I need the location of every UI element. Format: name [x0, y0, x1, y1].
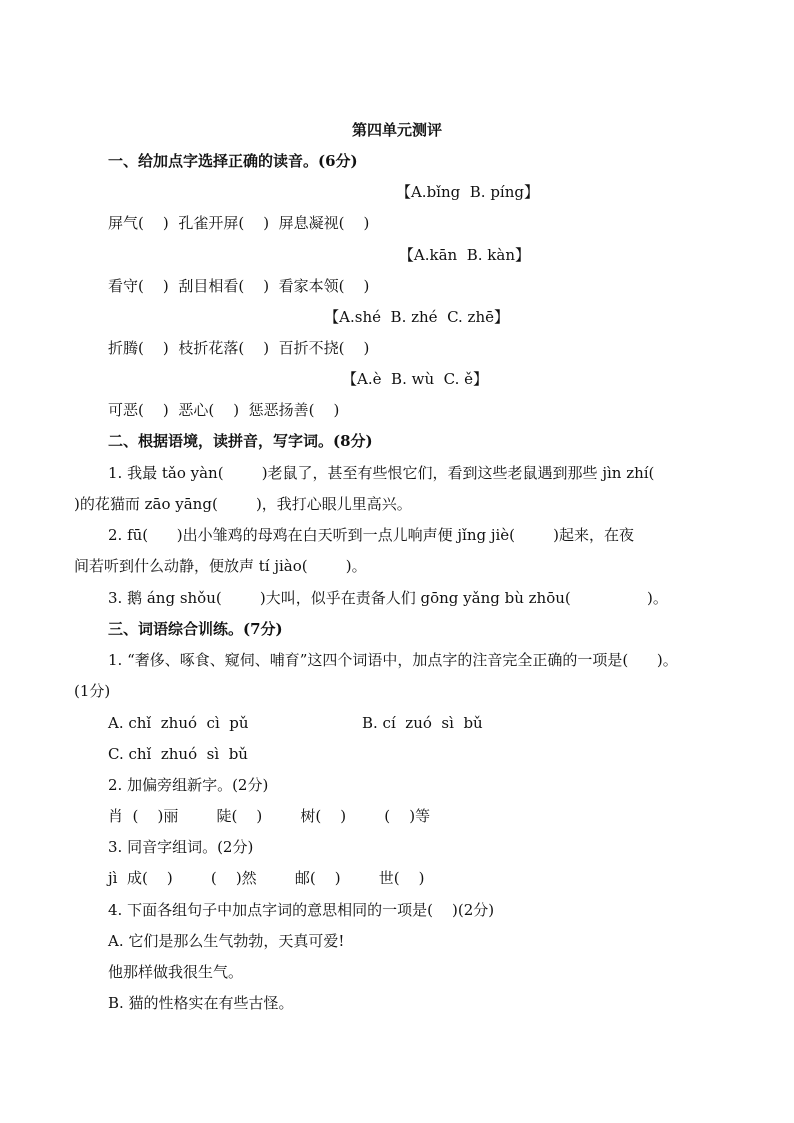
section3-q4-a1: A. 它们是那么生气勃勃，天真可爱! — [108, 932, 345, 950]
section2-heading: 二、根据语境，读拼音，写字词。(8分) — [108, 432, 373, 450]
section1-items-2: 看守( ) 刮目相看( ) 看家本领( ) — [108, 277, 370, 295]
section1-items-1: 屏气( ) 孔雀开屏( ) 屏息凝视( ) — [108, 214, 370, 232]
section3-q1-option-a: A. chǐ zhuó cì pǔ — [108, 714, 249, 732]
page-title: 第四单元测评 — [351, 121, 442, 139]
section1-options-4: 【A.è B. wù C. ě】 — [342, 370, 488, 388]
section1-options-2: 【A.kān B. kàn】 — [398, 246, 530, 264]
section3-q3: 3. 同音字组词。(2分) — [108, 838, 254, 856]
section3-q2-items: 肖 ( )丽 陡( ) 树( ) ( )等 — [108, 807, 431, 825]
section3-q2: 2. 加偏旁组新字。(2分) — [108, 776, 269, 794]
section1-options-3: 【A.shé B. zhé C. zhē】 — [324, 308, 509, 326]
section2-line-1: 1. 我最 tǎo yàn( )老鼠了，甚至有些恨它们，看到这些老鼠遇到那些 jìn zhí( — [108, 464, 655, 482]
section3-q4: 4. 下面各组句子中加点字词的意思相同的一项是( )(2分) — [108, 901, 495, 919]
section3-q4-b1: B. 猫的性格实在有些古怪。 — [108, 994, 294, 1012]
section3-q1: 1. “奢侈、啄食、窥伺、哺育”这四个词语中，加点字的注音完全正确的一项是( )。 — [108, 651, 678, 669]
section1-items-4: 可恶( ) 恶心( ) 惩恶扬善( ) — [108, 401, 340, 419]
section3-q1-option-c: C. chǐ zhuó sì bǔ — [108, 745, 248, 763]
section3-q4-a2: 他那样做我很生气。 — [108, 963, 244, 981]
section1-heading: 一、给加点字选择正确的读音。(6分) — [108, 152, 358, 170]
section3-q1-option-b: B. cí zuó sì bǔ — [362, 714, 483, 732]
section2-line-3: 2. fū( )出小雏鸡的母鸡在白天听到一点儿响声便 jǐng jiè( )起来，在夜 — [108, 526, 635, 544]
section2-line-2: )的花猫而 zāo yāng( )，我打心眼儿里高兴。 — [74, 495, 412, 513]
section3-q3-items: jì 成( ) ( )然 邮( ) 世( ) — [108, 869, 425, 887]
section3-heading: 三、词语综合训练。(7分) — [108, 620, 283, 638]
section2-line-5: 3. 鹅 áng shǒu( )大叫，似乎在责备人们 gōng yǎng bù zhōu( )。 — [108, 589, 668, 607]
section3-q1-points: (1分) — [74, 682, 111, 700]
section1-options-1: 【A.bǐng B. píng】 — [395, 183, 539, 201]
section2-line-4: 间若听到什么动静，便放声 tí jiào( )。 — [74, 557, 367, 575]
section1-items-3: 折腾( ) 枝折花落( ) 百折不挠( ) — [108, 339, 370, 357]
